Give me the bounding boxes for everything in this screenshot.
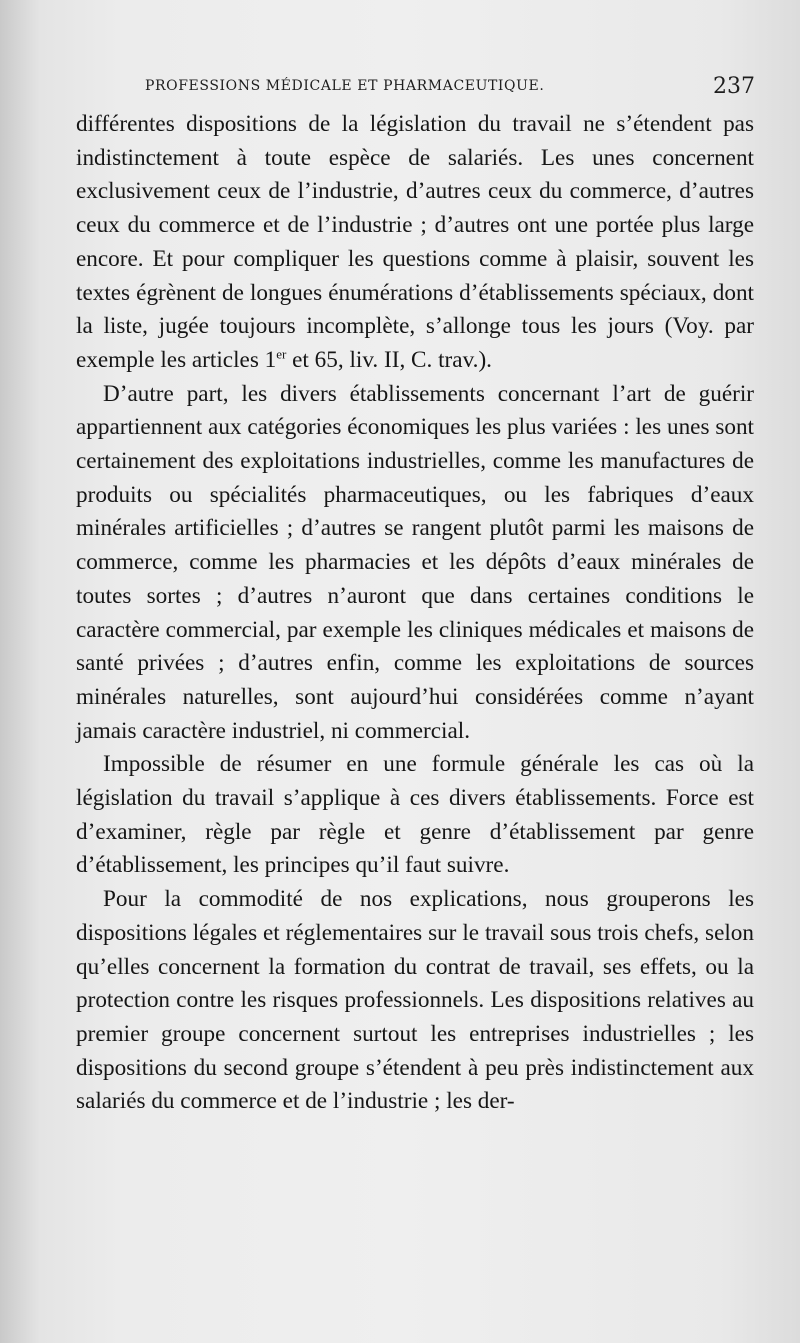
running-head [145, 74, 785, 104]
page-number: 237 [713, 74, 755, 99]
running-title: PROFESSIONS MÉDICALE ET PHARMACEUTIQUE. [145, 78, 545, 94]
superscript-er: er [276, 346, 287, 362]
paragraph-1-text: différentes dispositions de la législation du travail ne s’étendent pas indistinctement à toute espèce de salariés. Les unes concernent exclusivement ceux de l’industrie, d’autres ceux du commerce, d’autres ceux du commerce et de l’industrie ; d’autres ont une portée plus large encore. Et pour compliquer les questions comme à plaisir, souvent les textes égrènent de longues énumérations d’établissements spéciaux, dont la liste, jugée toujours incomplète, s’allonge tous les jours (Voy. par exemple les articles 1 [76, 111, 754, 373]
paragraph-2: D’autre part, les divers établissements concernant l’art de guérir appartiennent aux catégories économiques les plus variées : les unes sont certainement des exploitations industrielles, comme les manufactures de produits ou spécialités pharmaceutiques, ou les fabriques d’eaux minérales artificielles ; d’autres se rangent plutôt parmi les maisons de commerce, comme les pharmacies et les dépôts d’eaux minérales de toutes sortes ; d’autres n’auront que dans certaines conditions le caractère commercial, par exemple les cliniques médicales et maisons de santé privées ; d’autres enfin, comme les exploitations de sources minérales naturelles, sont aujourd’hui considérées comme n’ayant jamais caractère industriel, ni commercial. [76, 380, 754, 744]
paragraph-4: Pour la commodité de nos explications, nous grouperons les dispositions légales et réglementaires sur le travail sous trois chefs, selon qu’elles concernent la formation du contrat de travail, ses effets, ou la protection contre les risques professionnels. Les dispositions relatives au premier groupe concernent surtout les entreprises industrielles ; les dispositions du second groupe s’étendent à peu près indistinctement aux salariés du commerce et de l’industrie ; les der- [76, 886, 754, 1115]
body-text [76, 108, 754, 1119]
paragraph-1 [76, 108, 754, 378]
paragraph-3: Impossible de résumer en une formule générale les cas où la législation du travail s’applique à ces divers établissements. Force est d’examiner, règle par règle et genre d’établissement par genre d’établissement, les principes qu’il faut suivre. [76, 751, 754, 879]
paragraph-1-text-end: et 65, liv. II, C. trav.). [286, 346, 492, 373]
